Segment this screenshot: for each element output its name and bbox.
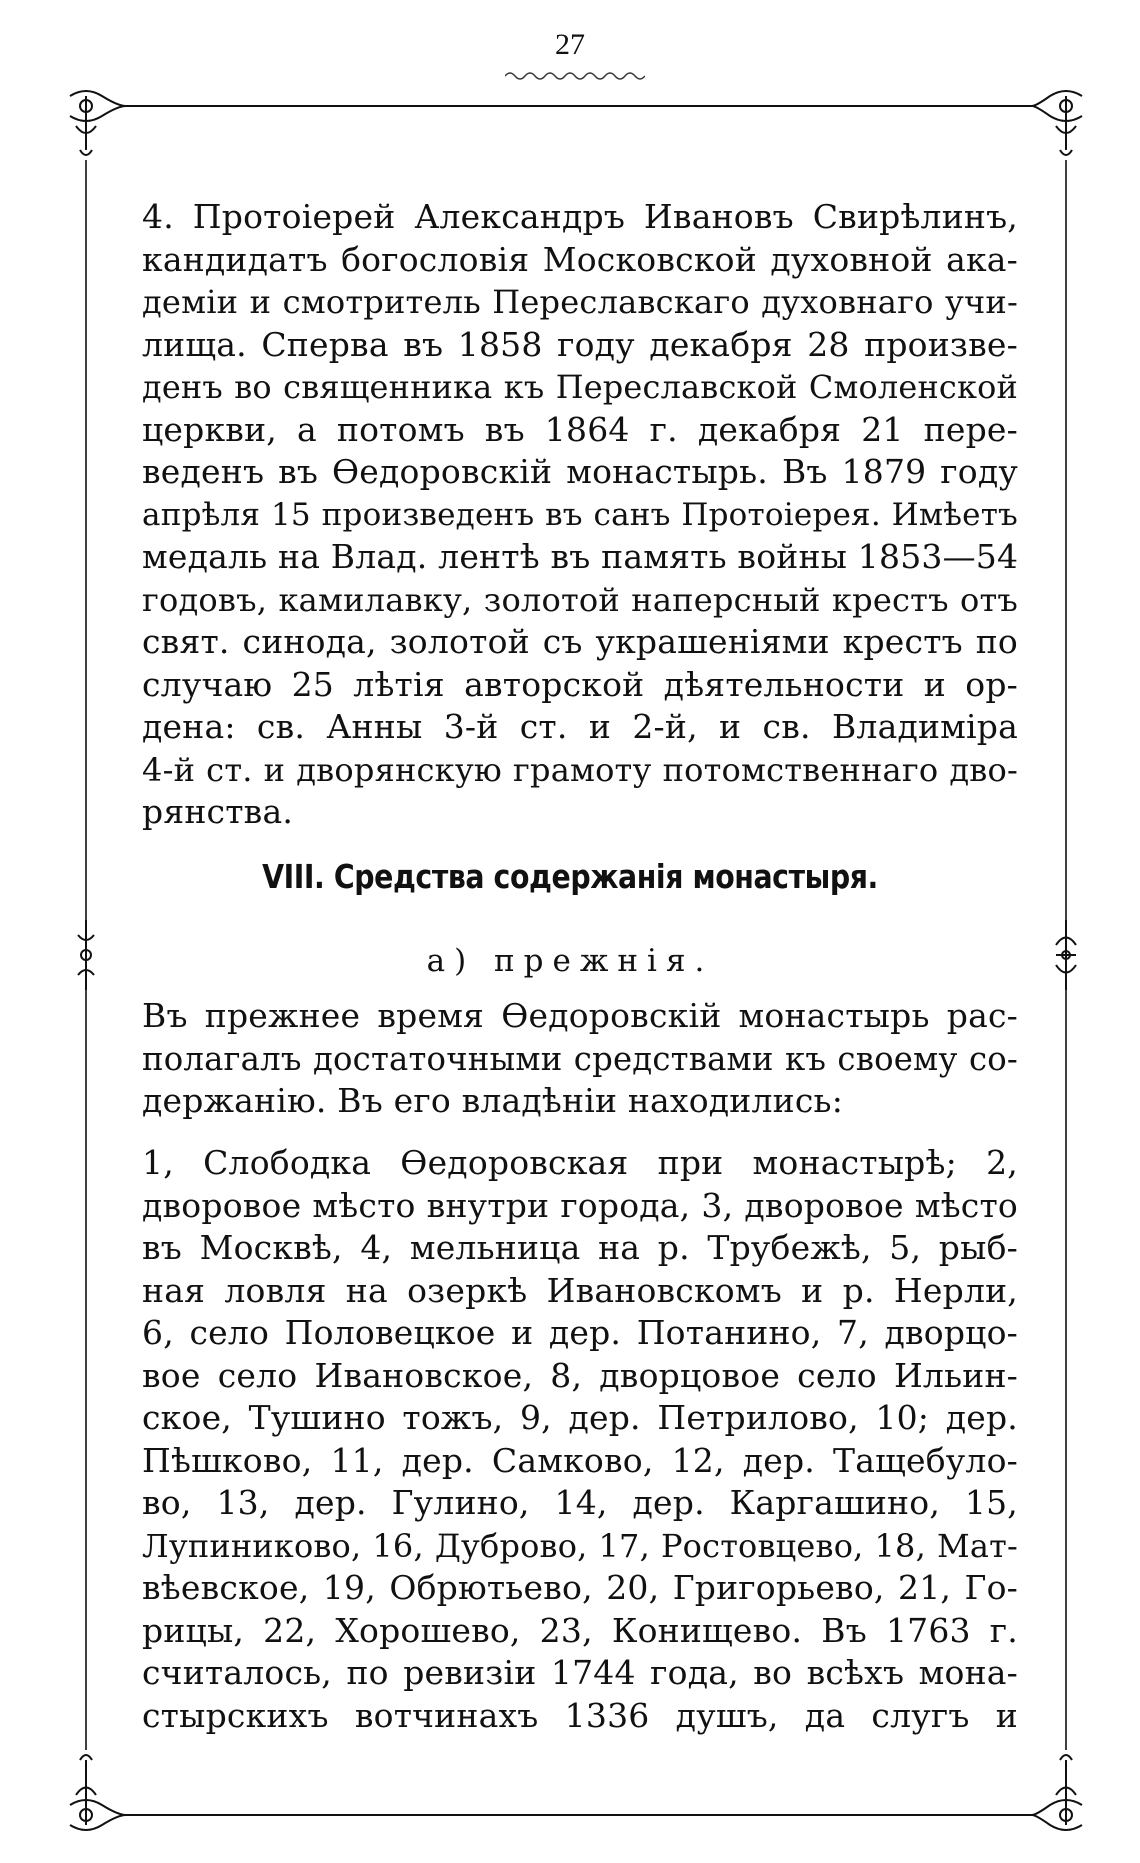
text-line: 4-й ст. и дворянскую грамоту потомственнаго дво-: [142, 750, 1018, 789]
paragraph-intro: [142, 995, 1018, 1123]
text-line: въ Москвѣ, 4, мельница на р. Трубежѣ, 5, рыб-: [142, 1228, 1018, 1267]
text-line: Лупиниково, 16, Дуброво, 17, Ростовцево, 18, Мат-: [142, 1526, 1018, 1565]
text-line: держанію. Въ его владѣніи находились:: [142, 1081, 844, 1120]
text-line: апрѣля 15 произведенъ въ санъ Протоіерея. Имѣетъ: [142, 496, 1018, 533]
text-line: ная ловля на озеркѣ Ивановскомъ и р. Нерли,: [142, 1270, 1018, 1310]
text-line: деміи и смотритель Переславскаго духовнаго учи-: [142, 283, 1018, 321]
text-line: веденъ въ Ѳедоровскій монастырь. Въ 1879 году: [142, 452, 1018, 491]
text-line: вѣевское, 19, Обрютьево, 20, Григорьево, 21, Го-: [142, 1568, 1018, 1607]
text-line: рицы, 22, Хорошево, 23, Конищево. Въ 1763 г.: [142, 1610, 1018, 1650]
corner-ornament-top-left: [70, 91, 126, 155]
text-line: Въ прежнее время Ѳедоровскій монастырь рас-: [142, 996, 1018, 1035]
text-line: во, 13, дер. Гулино, 14, дер. Каргашино, 15,: [142, 1483, 1018, 1522]
text-line: считалось, по ревизіи 1744 года, во всѣхъ мона-: [142, 1653, 1018, 1692]
text-line: Пѣшково, 11, дер. Самково, 12, дер. Тащебуло-: [142, 1440, 1018, 1480]
text-line: 6, село Половецкое и дер. Потанино, 7, дворцо-: [142, 1313, 1018, 1352]
text-line: случаю 25 лѣтія авторской дѣятельности и ор-: [142, 664, 1018, 704]
text-line: рянства.: [142, 792, 294, 831]
section-heading: VIII. Средства содержанія монастыря.: [262, 857, 878, 896]
text-line: дворовое мѣсто внутри города, 3, дворовое мѣсто: [142, 1185, 1018, 1225]
paragraph-holdings-list: [142, 1142, 1018, 1737]
paragraph-biography: [142, 196, 1018, 834]
text-line: кандидатъ богословія Московской духовной ака-: [142, 239, 1018, 279]
text-line: медаль на Влад. лентѣ въ память войны 1853—54: [142, 537, 1019, 576]
text-line: 4. Протоіерей Александръ Ивановъ Свирѣлинъ,: [142, 197, 1018, 236]
text-line: 1, Слободка Ѳедоровская при монастырѣ; 2,: [142, 1143, 1018, 1182]
subsection-heading: а) прежнія.: [426, 943, 714, 979]
corner-ornament-bottom-right: [1032, 1755, 1082, 1830]
text-line: дена: св. Анны 3-й ст. и 2-й, и св. Владиміра: [142, 707, 1018, 746]
text-line: денъ во священника къ Переславской Смоленской: [142, 368, 1018, 406]
text-line: стырскихъ вотчинахъ 1336 душъ, да слугъ и: [142, 1695, 1018, 1735]
text-line: лища. Сперва въ 1858 году декабря 28 произве-: [142, 324, 1018, 364]
corner-ornament-top-right: [1032, 91, 1082, 155]
page-number: 27: [555, 28, 585, 61]
text-line: вое село Ивановское, 8, дворцовое село Ильин-: [142, 1355, 1018, 1395]
text-line: полагалъ достаточными средствами къ своему со-: [142, 1039, 1018, 1078]
text-line: ское, Тушино тожъ, 9, дер. Петрилово, 10; дер.: [142, 1398, 1018, 1437]
text-line: свят. синода, золотой съ украшеніями крестъ по: [142, 622, 1018, 661]
text-line: годовъ, камилавку, золотой наперсный крестъ отъ: [142, 580, 1018, 619]
corner-ornament-bottom-left: [70, 1755, 126, 1830]
text-line: церкви, а потомъ въ 1864 г. декабря 21 пере-: [142, 409, 1018, 449]
